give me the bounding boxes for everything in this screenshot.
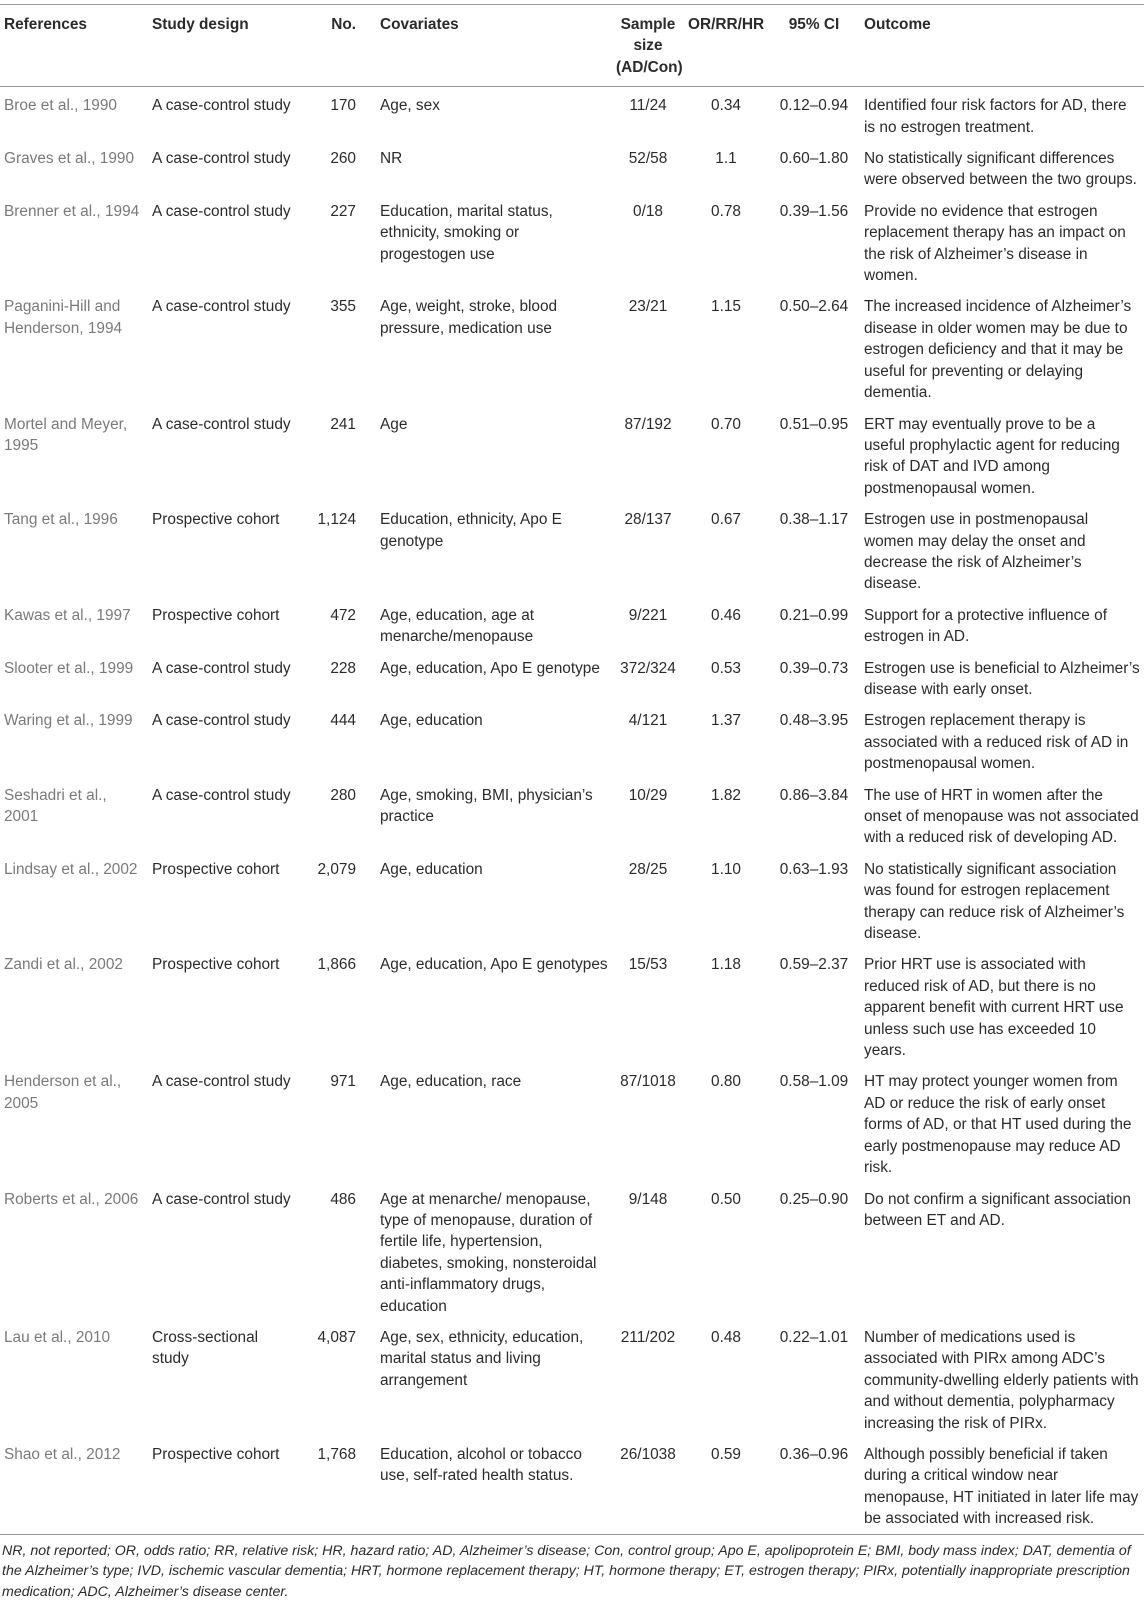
cell-ratio: 1.37	[711, 712, 741, 730]
cell-sample-size: 372/324	[620, 659, 676, 677]
cell-reference: Mortel and Meyer, 1995	[4, 415, 128, 454]
cell-ratio: 1.10	[711, 860, 741, 878]
cell-ci: 0.38–1.17	[779, 511, 849, 529]
cell-study-design: A case-control study	[152, 150, 291, 168]
cell-outcome: Prior HRT use is associated with reduced risk of AD, but there is no apparent benefit with current HRT use unless such use has exceeded 10 years.	[864, 956, 1124, 1060]
cell-ci: 0.12–0.94	[779, 97, 849, 115]
cell-ci: 0.60–1.80	[779, 150, 849, 168]
table-row	[0, 947, 1144, 1064]
header-covariates: Covariates	[366, 5, 612, 87]
cell-study-design: A case-control study	[152, 298, 291, 316]
table-row	[0, 141, 1144, 194]
cell-sample-size: 26/1038	[612, 1437, 684, 1534]
cell-study-design: A case-control study	[152, 1073, 291, 1091]
cell-study-design: A case-control study	[152, 202, 291, 220]
cell-ratio: 0.67	[711, 511, 741, 529]
cell-reference: Waring et al., 1999	[4, 712, 133, 730]
cell-number: 472	[330, 606, 356, 624]
cell-study-design: Prospective cohort	[148, 1437, 302, 1534]
table-row	[0, 194, 1144, 290]
cell-ratio: 0.78	[711, 202, 741, 220]
cell-study-design: Prospective cohort	[152, 511, 280, 529]
cell-sample-size: 10/29	[628, 786, 668, 804]
cell-outcome: Identified four risk factors for AD, there is no estrogen treatment.	[864, 97, 1127, 136]
cell-covariates: Age, education, Apo E genotype	[380, 659, 600, 677]
cell-covariates: Age, education, age at menarche/menopause	[380, 606, 535, 646]
cell-outcome: The increased incidence of Alzheimer’s disease in older women may be due to estrogen deficiency and that it may be useful for preventing or delaying dementia.	[864, 298, 1132, 402]
cell-covariates: Age, education	[380, 712, 483, 730]
cell-ci: 0.48–3.95	[779, 712, 849, 730]
cell-reference: Tang et al., 1996	[4, 511, 118, 529]
cell-number: 280	[330, 786, 356, 804]
cell-sample-size: 9/148	[628, 1190, 668, 1208]
cell-outcome: Do not confirm a significant association between ET and AD.	[864, 1190, 1131, 1229]
cell-sample-size: 87/1018	[620, 1073, 676, 1091]
cell-number: 4,087	[317, 1328, 356, 1346]
cell-study-design: A case-control study	[152, 659, 291, 677]
cell-study-design: Prospective cohort	[152, 606, 280, 624]
table-row	[0, 703, 1144, 777]
cell-outcome: Although possibly beneficial if taken during a critical window near menopause, HT initiated in later life may be associated with increased risk.	[860, 1437, 1144, 1534]
cell-covariates: Education, alcohol or tobacco use, self-rated health status.	[366, 1437, 612, 1534]
cell-study-design: A case-control study	[152, 786, 291, 804]
cell-covariates: Age, weight, stroke, blood pressure, medication use	[380, 298, 558, 337]
header-outcome: Outcome	[860, 5, 1144, 87]
cell-sample-size: 11/24	[629, 97, 667, 115]
cell-ratio: 0.80	[711, 1073, 741, 1091]
table-row	[0, 502, 1144, 598]
cell-sample-size: 9/221	[628, 606, 668, 624]
cell-covariates: Education, ethnicity, Apo E genotype	[380, 511, 562, 550]
cell-ci: 0.22–1.01	[779, 1328, 849, 1346]
cell-sample-size: 211/202	[620, 1328, 676, 1346]
cell-sample-size: 28/137	[624, 511, 672, 529]
cell-study-design: A case-control study	[152, 415, 291, 433]
cell-covariates: Age, education, Apo E genotypes	[380, 956, 608, 974]
cell-outcome: Estrogen replacement therapy is associated with a reduced risk of AD in postmenopausal women.	[864, 712, 1129, 773]
cell-covariates: Age, sex, ethnicity, education, marital status and living arrangement	[380, 1328, 584, 1389]
cell-ci: 0.51–0.95	[779, 415, 849, 433]
cell-number: 227	[330, 202, 356, 220]
cell-number: 260	[330, 150, 356, 168]
cell-reference: Lindsay et al., 2002	[4, 860, 138, 878]
cell-study-design: Prospective cohort	[152, 956, 280, 974]
cell-ratio: 1.1	[715, 150, 737, 168]
cell-covariates: NR	[380, 150, 403, 168]
cell-outcome: Estrogen use in postmenopausal women may delay the onset and decrease the risk of Alzheimer’s disease.	[864, 511, 1089, 593]
cell-ratio: 0.53	[711, 659, 741, 677]
cell-reference: Brenner et al., 1994	[4, 202, 140, 220]
header-references: References	[0, 5, 148, 87]
cell-ratio: 0.59	[684, 1437, 768, 1534]
cell-ci: 0.58–1.09	[779, 1073, 849, 1091]
table-figure	[0, 4, 1144, 1602]
header-ratio: OR/RR/HR	[684, 5, 768, 87]
cell-ci: 0.59–2.37	[779, 956, 849, 974]
cell-study-design: A case-control study	[152, 712, 291, 730]
cell-sample-size: 87/192	[624, 415, 672, 433]
cell-outcome: ERT may eventually prove to be a useful prophylactic agent for reducing risk of DAT and IVD among postmenopausal women.	[864, 415, 1120, 497]
cell-study-design: Cross-sectional study	[152, 1328, 259, 1368]
cell-study-design: A case-control study	[152, 97, 291, 115]
cell-covariates: Age at menarche/ menopause, type of menopause, duration of fertile life, hypertension, diabetes, smoking, nonsteroidal anti-inflammatory drugs, education	[380, 1190, 597, 1315]
cell-covariates: Age	[380, 415, 408, 433]
table-row	[0, 1182, 1144, 1320]
cell-sample-size: 4/121	[628, 712, 668, 730]
cell-reference: Henderson et al., 2005	[4, 1073, 122, 1112]
cell-reference: Zandi et al., 2002	[4, 956, 123, 974]
cell-number: 355	[330, 298, 356, 316]
cell-ratio: 1.82	[711, 786, 741, 804]
table-row	[0, 289, 1144, 406]
cell-reference: Roberts et al., 2006	[4, 1190, 139, 1208]
cell-reference: Kawas et al., 1997	[4, 606, 131, 624]
header-ci: 95% CI	[768, 5, 860, 87]
cell-ci: 0.36–0.96	[768, 1437, 860, 1534]
cell-ratio: 0.48	[711, 1328, 741, 1346]
studies-table	[0, 4, 1144, 1535]
cell-ratio: 0.34	[711, 97, 741, 115]
table-row	[0, 1437, 1144, 1534]
cell-reference: Seshadri et al., 2001	[4, 786, 107, 825]
table-footnote: NR, not reported; OR, odds ratio; RR, relative risk; HR, hazard ratio; AD, Alzheimer’s disease; Con, control group; Apo E, apolipoprotein E; BMI, body mass index; DAT, dementia of the Alzheimer’s type; IVD, ischemic vascular dementia; HRT, hormone replacement therapy; HT, hormone therapy; ET, estrogen therapy; PIRx, potentially inappropriate prescription medication; ADC, Alzheimer’s disease center.	[2, 1542, 1131, 1600]
cell-number: 1,768	[302, 1437, 366, 1534]
header-no: No.	[302, 5, 366, 87]
cell-sample-size: 28/25	[628, 860, 668, 878]
table-row	[0, 1320, 1144, 1437]
cell-outcome: Estrogen use is beneficial to Alzheimer’s disease with early onset.	[864, 659, 1140, 698]
cell-study-design: Prospective cohort	[152, 860, 280, 878]
cell-ci: 0.25–0.90	[779, 1190, 849, 1208]
cell-reference: Lau et al., 2010	[4, 1328, 111, 1346]
cell-covariates: Age, smoking, BMI, physician’s practice	[380, 786, 593, 825]
table-row	[0, 598, 1144, 651]
cell-ci: 0.50–2.64	[779, 298, 849, 316]
cell-covariates: Age, education, race	[380, 1073, 522, 1091]
cell-number: 2,079	[317, 860, 356, 878]
cell-sample-size: 23/21	[628, 298, 668, 316]
cell-outcome: No statistically significant differences were observed between the two groups.	[864, 150, 1137, 189]
cell-covariates: Age, education	[380, 860, 483, 878]
table-row	[0, 1064, 1144, 1181]
cell-covariates: Education, marital status, ethnicity, smoking or progestogen use	[380, 202, 553, 263]
cell-outcome: Provide no evidence that estrogen replacement therapy has an impact on the risk of Alzheimer’s disease in women.	[864, 202, 1126, 285]
cell-sample-size: 52/58	[628, 150, 668, 168]
cell-study-design: A case-control study	[152, 1190, 291, 1208]
header-study-design: Study design	[148, 5, 302, 87]
cell-ratio: 1.15	[711, 298, 741, 316]
cell-ci: 0.39–0.73	[779, 659, 849, 677]
cell-ratio: 0.70	[711, 415, 741, 433]
table-row	[0, 852, 1144, 948]
cell-number: 228	[330, 659, 356, 677]
cell-outcome: No statistically significant association was found for estrogen replacement therapy can reduce risk of Alzheimer’s disease.	[864, 860, 1125, 943]
cell-ratio: 1.18	[711, 956, 741, 974]
cell-ci: 0.39–1.56	[779, 202, 849, 220]
cell-ci: 0.63–1.93	[779, 860, 849, 878]
cell-ci: 0.86–3.84	[779, 786, 849, 804]
cell-number: 241	[330, 415, 356, 433]
table-row	[0, 778, 1144, 852]
cell-number: 170	[330, 97, 356, 115]
cell-ci: 0.21–0.99	[779, 606, 849, 624]
cell-covariates: Age, sex	[380, 97, 440, 115]
cell-ratio: 0.50	[711, 1190, 741, 1208]
cell-number: 1,124	[317, 511, 356, 529]
cell-reference: Paganini-Hill and Henderson, 1994	[4, 298, 123, 337]
cell-ratio: 0.46	[711, 606, 741, 624]
cell-outcome: The use of HRT in women after the onset of menopause was not associated with a reduced risk of developing AD.	[864, 786, 1139, 847]
header-sample-size: Sample size (AD/Con)	[612, 5, 684, 87]
table-row	[0, 87, 1144, 141]
cell-reference: Shao et al., 2012	[0, 1437, 148, 1534]
cell-reference: Graves et al., 1990	[4, 150, 135, 168]
cell-outcome: Support for a protective influence of estrogen in AD.	[864, 606, 1107, 646]
cell-outcome: Number of medications used is associated with PIRx among ADC’s community-dwelling elderly patients with and without dementia, polypharmacy increasing the risk of PIRx.	[864, 1328, 1139, 1432]
table-row	[0, 651, 1144, 704]
cell-number: 486	[330, 1190, 356, 1208]
table-row	[0, 407, 1144, 503]
cell-outcome: HT may protect younger women from AD or reduce the risk of early onset forms of AD, or that HT used during the early postmenopause may reduce AD risk.	[864, 1073, 1132, 1177]
cell-number: 971	[330, 1073, 356, 1091]
cell-reference: Broe et al., 1990	[4, 97, 117, 115]
cell-reference: Slooter et al., 1999	[4, 659, 134, 677]
cell-number: 1,866	[317, 956, 356, 974]
cell-number: 444	[330, 712, 356, 730]
table-body	[0, 87, 1144, 1534]
cell-sample-size: 15/53	[628, 956, 668, 974]
table-header-row	[0, 5, 1144, 87]
cell-sample-size: 0/18	[633, 202, 663, 220]
